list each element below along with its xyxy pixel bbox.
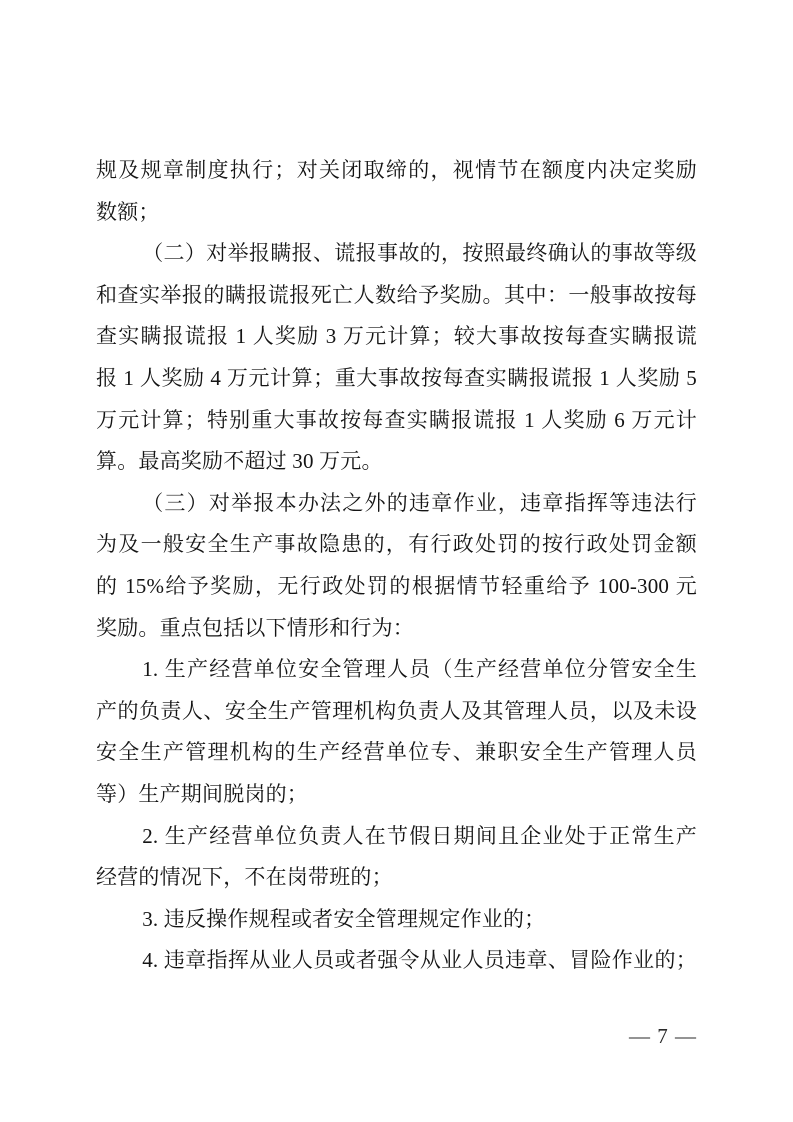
text-line-14: 产的负责人、安全生产管理机构负责人及其管理人员，以及未设 <box>96 698 697 723</box>
page-number: — 7 — <box>629 1024 697 1048</box>
text-line-10: 为及一般安全生产事故隐患的，有行政处罚的按行政处罚金额 <box>96 532 697 557</box>
text-line-8: 算。最高奖励不超过 30 万元。 <box>96 449 383 474</box>
text-line-9: （三）对举报本办法之外的违章作业，违章指挥等违法行 <box>142 490 697 515</box>
text-line-4: 和查实举报的瞒报谎报死亡人数给予奖励。其中：一般事故按每 <box>96 282 697 307</box>
text-line-2: 数额； <box>96 199 160 224</box>
text-line-3: （二）对举报瞒报、谎报事故的，按照最终确认的事故等级 <box>142 241 697 266</box>
text-line-20: 4. 违章指挥从业人员或者强令从业人员违章、冒险作业的； <box>142 948 697 973</box>
text-line-12: 奖励。重点包括以下情形和行为： <box>96 615 414 640</box>
document-body <box>96 150 697 982</box>
text-line-11: 的 15%给予奖励，无行政处罚的根据情节轻重给予 100-300 元 <box>96 573 697 598</box>
text-line-19: 3. 违反操作规程或者安全管理规定作业的； <box>142 906 546 931</box>
text-line-18: 经营的情况下，不在岗带班的； <box>96 865 393 890</box>
text-line-7: 万元计算；特别重大事故按每查实瞒报谎报 1 人奖励 6 万元计 <box>96 407 697 432</box>
text-line-1: 规及规章制度执行；对关闭取缔的，视情节在额度内决定奖励 <box>96 158 697 182</box>
text-line-17: 2. 生产经营单位负责人在节假日期间且企业处于正常生产 <box>142 823 697 848</box>
text-line-15: 安全生产管理机构的生产经营单位专、兼职安全生产管理人员 <box>96 740 697 765</box>
text-line-5: 查实瞒报谎报 1 人奖励 3 万元计算；较大事故按每查实瞒报谎 <box>96 324 697 349</box>
text-line-6: 报 1 人奖励 4 万元计算；重大事故按每查实瞒报谎报 1 人奖励 5 <box>96 365 697 390</box>
text-line-13: 1. 生产经营单位安全管理人员（生产经营单位分管安全生 <box>142 657 697 682</box>
text-line-16: 等）生产期间脱岗的； <box>96 781 308 806</box>
